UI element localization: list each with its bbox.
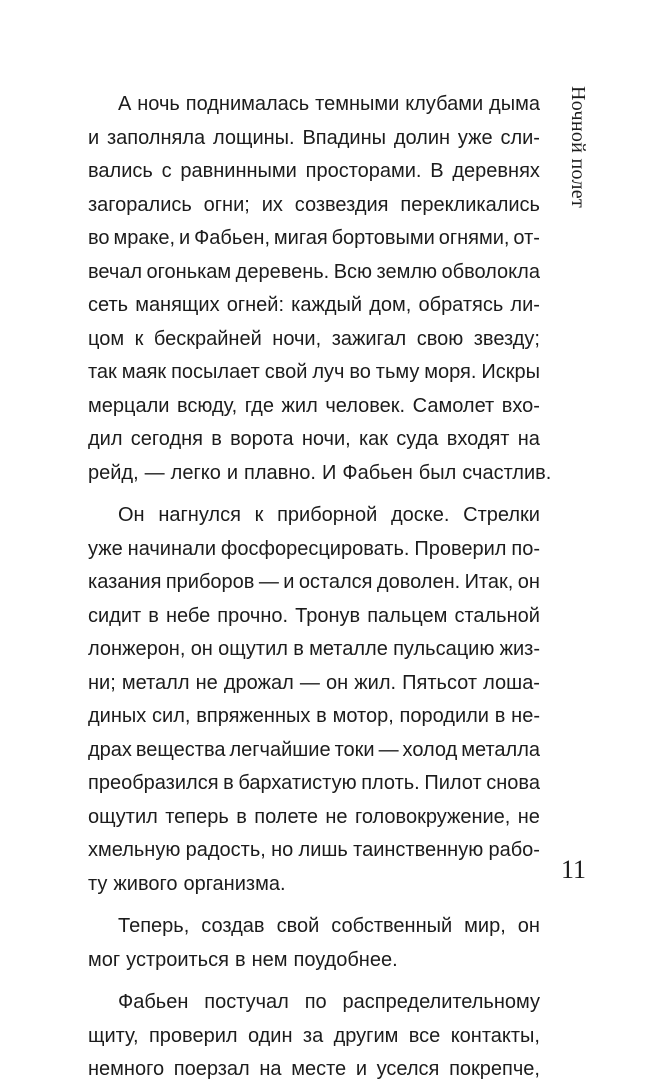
text-line: Он нагнулся к приборной доске. Стрелки [118,504,540,526]
paragraph [88,88,552,490]
text-line: ни; металл не дрожал — он жил. Пятьсот лоша- [88,671,540,694]
text-line: и заполняла лощины. Впадины долин уже сли- [88,126,540,149]
text-line: Фабьен постучал по распределительному [118,991,540,1013]
text-line: вечал огонькам деревень. Всю землю обволокла [88,260,540,283]
text-line: вались с равнинными просторами. В деревнях [88,160,540,182]
text-line: хмельную радость, но лишь таинственную рабо- [88,839,540,861]
paragraph [88,910,540,977]
paragraph [88,499,540,901]
text-line: преобразился в бархатистую плоть. Пилот снова [88,772,540,794]
text-line: дил сегодня в ворота ночи, как суда входят на [88,428,540,450]
text-line: драх вещества легчайшие токи — холод металла [88,738,540,761]
text-line: ту живого организма. [88,872,286,895]
paragraph [88,986,540,1087]
paragraph-gap [88,977,540,986]
text-line: уже начинали фосфоресцировать. Проверил по- [88,537,540,560]
text-line: немного поерзал на месте и уселся покрепче, [88,1058,540,1080]
running-head: Ночной полет [567,86,589,209]
text-line: казания приборов — и остался доволен. Итак, он [88,571,540,593]
text-line: Теперь, создав свой собственный мир, он [118,915,540,937]
text-line: диных сил, впряженных в мотор, породили в не- [88,705,540,727]
text-line: сеть манящих огней: каждый дом, обратясь ли- [88,294,540,316]
text-line: рейд, — легко и плавно. И Фабьен был счастлив. [88,461,552,484]
text-line: во мраке, и Фабьен, мигая бортовыми огнями, от- [88,227,540,249]
paragraph-gap [88,490,540,499]
text-line: лонжерон, он ощутил в металле пульсацию жиз- [88,638,540,660]
text-line: загорались огни; их созвездия перекликались [88,193,540,216]
text-line: ощутил теперь в полете не головокружение, не [88,805,540,828]
paragraph-gap [88,901,540,910]
text-line: щиту, проверил один за другим все контакты, [88,1024,540,1047]
page-number: 11 [561,855,587,884]
text-line: сидит в небе прочно. Тронув пальцем стальной [88,604,540,627]
text-line: мерцали всюду, где жил человек. Самолет вхо- [88,394,540,417]
text-line: цом к бескрайней ночи, зажигал свою звезду; [88,327,540,350]
text-line: так маяк посылает свой луч во тьму моря. Искры [88,361,540,383]
text-line: А ночь поднималась темными клубами дыма [118,93,540,115]
body-text [88,88,552,1087]
text-line: мог устроиться в нем поудобнее. [88,948,398,971]
